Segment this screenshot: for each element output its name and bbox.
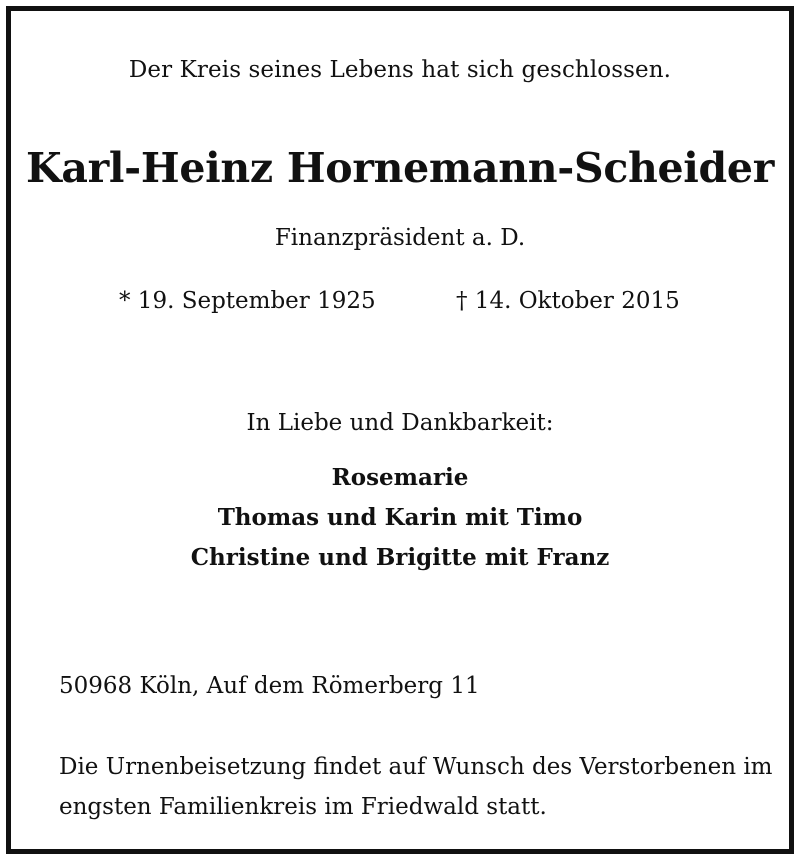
deceased-title: Finanzpräsident a. D. [274,225,526,251]
mourner-line: Thomas und Karin mit Timo [217,504,583,531]
funeral-info-line: engsten Familienkreis im Friedwald statt. [59,794,547,820]
mourner-line: Christine und Brigitte mit Franz [190,544,610,571]
intro-text: Der Kreis seines Lebens hat sich geschlossen. [128,57,672,83]
family-address: 50968 Köln, Auf dem Römerberg 11 [59,673,480,699]
obituary-notice [6,6,794,854]
death-date: † 14. Oktober 2015 [456,288,680,314]
deceased-name: Karl-Heinz Hornemann-Scheider [25,144,775,192]
mourner-line: Rosemarie [331,464,469,491]
dedication-text: In Liebe und Dankbarkeit: [246,410,554,436]
funeral-info [59,747,773,827]
birth-date: * 19. September 1925 [119,288,376,314]
funeral-info-line: Die Urnenbeisetzung findet auf Wunsch des Verstorbenen im [59,754,773,780]
